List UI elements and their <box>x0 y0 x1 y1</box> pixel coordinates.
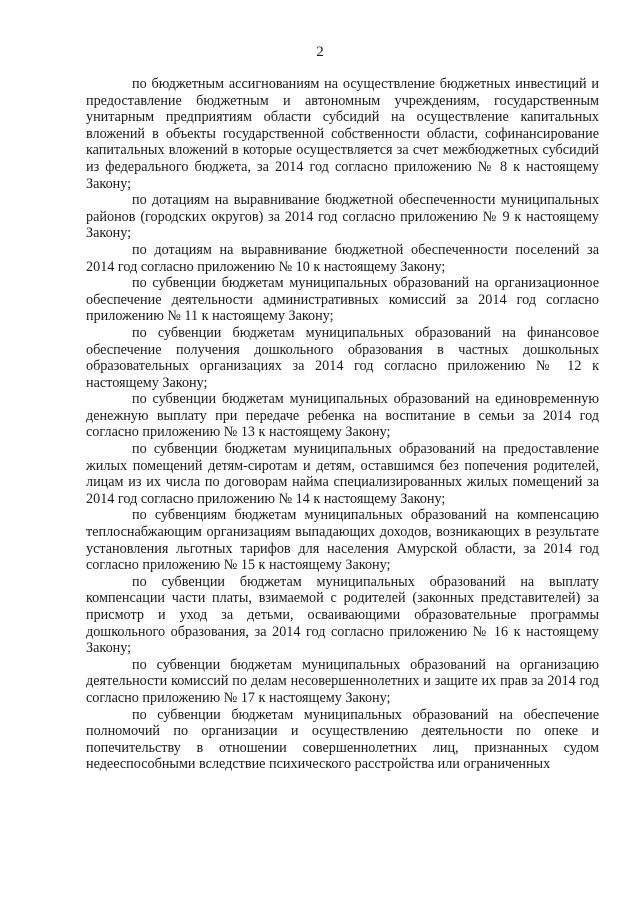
paragraph-subvention-preschool: по субвенции бюджетам муниципальных образований на финансовое обеспечение получения дошкольного образования в частных дошкольных образовательных организациях за 2014 год согласно приложению № 12 к настоящему Закону; <box>86 324 599 391</box>
paragraph-subvention-admin-commissions: по субвенции бюджетам муниципальных образований на организационное обеспечение деятельности административных комиссий за 2014 год согласно приложению № 11 к настоящему Закону; <box>86 275 599 325</box>
paragraph-subvention-heat-compensation: по субвенциям бюджетам муниципальных образований на компенсацию теплоснабжающим организациям выпадающих доходов, возникающих в результате установления льготных тарифов для населения Амурской области, за 2014 год согласно приложению № 15 к настоящему Закону; <box>86 507 599 574</box>
body-text <box>86 76 599 773</box>
paragraph-grants-settlements: по дотациям на выравнивание бюджетной обеспеченности поселений за 2014 год согласно приложению № 10 к настоящему Закону; <box>86 241 599 275</box>
paragraph-subvention-parent-fee-compensation: по субвенции бюджетам муниципальных образований на выплату компенсации части платы, взимаемой с родителей (законных представителей) за присмотр и уход за детьми, осваивающими образовательные программы дошкольного образования, за 2014 год согласно приложению № 16 к настоящему Закону; <box>86 573 599 657</box>
paragraph-subvention-one-time-payment: по субвенции бюджетам муниципальных образований на единовременную денежную выплату при передаче ребенка на воспитание в семьи за 2014 год согласно приложению № 13 к настоящему Закону; <box>86 391 599 441</box>
page-number: 2 <box>316 44 324 60</box>
paragraph-budget-investments: по бюджетным ассигнованиям на осуществление бюджетных инвестиций и предоставление бюджетным и автономным учреждениям, государственным унитарным предприятиям области субсидий на осуществление капитальных вложений в объекты государственной собственности области, софинансирование капитальных вложений в которые осуществляется за счет межбюджетных субсидий из федерального бюджета, за 2014 год согласно приложению № 8 к настоящему Закону; <box>86 76 599 192</box>
paragraph-subvention-guardianship: по субвенции бюджетам муниципальных образований на обеспечение полномочий по организации и осуществлению деятельности по опеке и попечительству в отношении совершеннолетних лиц, признанных судом недееспособными вследствие психического расстройства или ограниченных <box>86 706 599 773</box>
paragraph-grants-districts: по дотациям на выравнивание бюджетной обеспеченности муниципальных районов (городских округов) за 2014 год согласно приложению № 9 к настоящему Закону; <box>86 192 599 242</box>
paragraph-subvention-minors-commissions: по субвенции бюджетам муниципальных образований на организацию деятельности комиссий по делам несовершеннолетних и защите их прав за 2014 год согласно приложению № 17 к настоящему Закону; <box>86 656 599 706</box>
paragraph-subvention-orphan-housing: по субвенции бюджетам муниципальных образований на предоставление жилых помещений детям-сиротам и детям, оставшимся без попечения родителей, лицам из их числа по договорам найма специализированных жилых помещений за 2014 год согласно приложению № 14 к настоящему Закону; <box>86 441 599 507</box>
